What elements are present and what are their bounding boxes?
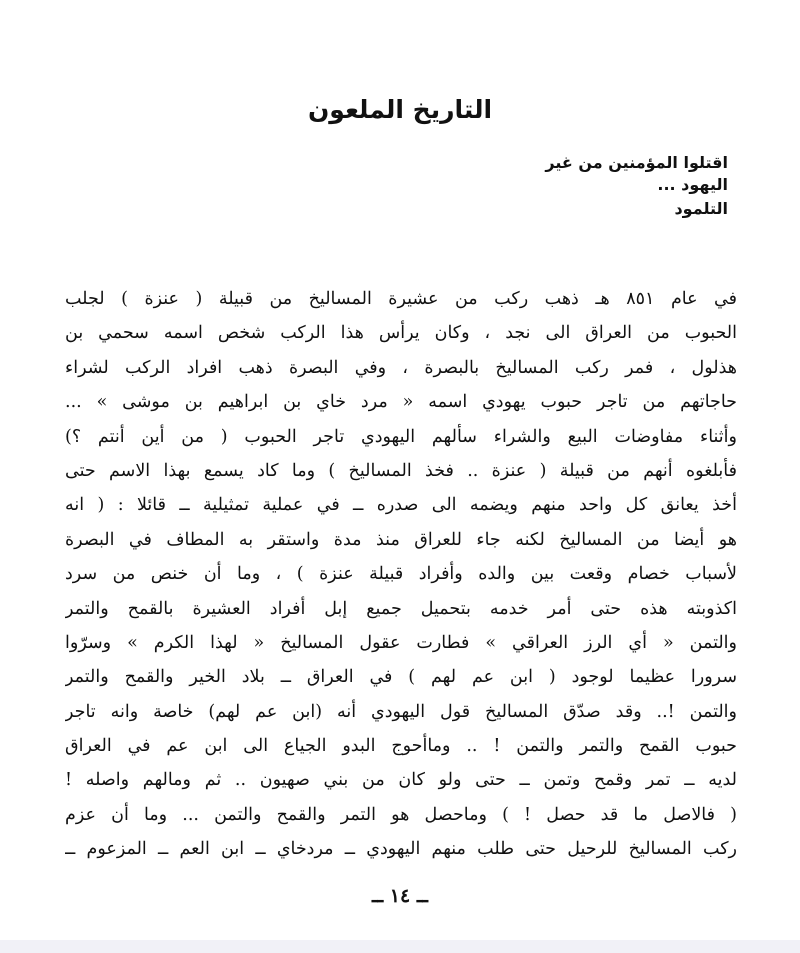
body-line: حبوب القمح والتمر والتمن ! .. وماأحوج البدو الجياع الى ابن عم في العراق: [65, 736, 737, 757]
body-line: هذلول ، فمر ركب المساليخ بالبصرة ، وفي البصرة ذهب افراد الركب لشراء: [65, 357, 737, 378]
body-line: حاجاتهم من تاجر حبوب يهودي اسمه « مرد خاي بن ابراهيم بن موشى » ...: [65, 392, 737, 413]
body-line: لأسباب خصام وقعت بين والده وأفراد قبيلة عنزة ) ، وما أن خنص من سرد: [65, 564, 737, 585]
body-line: الحبوب من العراق الى نجد ، وكان يرأس هذا الركب شخص اسمه سحمي بن: [65, 323, 737, 344]
body-line: والتمن !.. وقد صدّق المساليخ قول اليهودي أنه (ابن عم لهم) خاصة وانه تاجر: [65, 701, 737, 722]
chapter-title: التاريخ الملعون: [307, 95, 493, 124]
body-line: أخذ يعانق كل واحد منهم ويضمه الى صدره ــ في عملية تمثيلية ــ قائلا : ( انه: [65, 495, 737, 516]
body-line: فأبلغوه أنهم من قبيلة ( عنزة .. فخذ المساليخ ) وما كاد يسمع بهذا الاسم حتى: [65, 460, 737, 481]
body-line: سرورا عظيما لوجود ( ابن عم لهم ) في العراق ــ بلاد الخير والقمح والتمر: [65, 667, 737, 688]
body-line: ركب المساليخ للرحيل حتى طلب منهم اليهودي ــ مردخاي ــ ابن العم ــ المزعوم ــ: [65, 839, 737, 860]
page-bottom-edge: [0, 940, 800, 953]
body-line: لديه ــ تمر وقمح وتمن ــ حتى ولو كان من بني صهيون .. ثم ومالهم واصله !: [65, 770, 737, 791]
epigraph: [488, 152, 728, 220]
epigraph-source: التلمود: [674, 199, 728, 218]
page-number: ــ ١٤ ــ: [372, 885, 428, 907]
body-line: اكذوبته هذه حتى أمر خدمه بتحميل جميع إبل أفراد العشيرة بالقمح والتمر: [65, 598, 737, 619]
body-line: هو أيضا من المساليخ لكنه جاء للعراق منذ مدة واستقر به المطاف في البصرة: [65, 529, 737, 550]
body-line: ( فالاصل ما قد حصل ! ) وماحصل هو التمر والقمح والتمن ... وما أن عزم: [65, 804, 737, 825]
body-text: [65, 282, 737, 867]
body-line: في عام ٨٥١ هـ ذهب ركب من عشيرة المساليخ من قبيلة ( عنزة ) لجلب: [65, 289, 737, 309]
body-line: والتمن « أي الرز العراقي » فطارت عقول المساليخ « لهذا الكرم » وسرّوا: [65, 632, 737, 653]
epigraph-line: اليهود ...: [657, 175, 728, 194]
body-line: وأثناء مفاوضات البيع والشراء سألهم اليهودي تاجر الحبوب ( من أين أنتم ؟): [65, 426, 737, 447]
epigraph-line: اقتلوا المؤمنين من غير: [545, 153, 728, 172]
